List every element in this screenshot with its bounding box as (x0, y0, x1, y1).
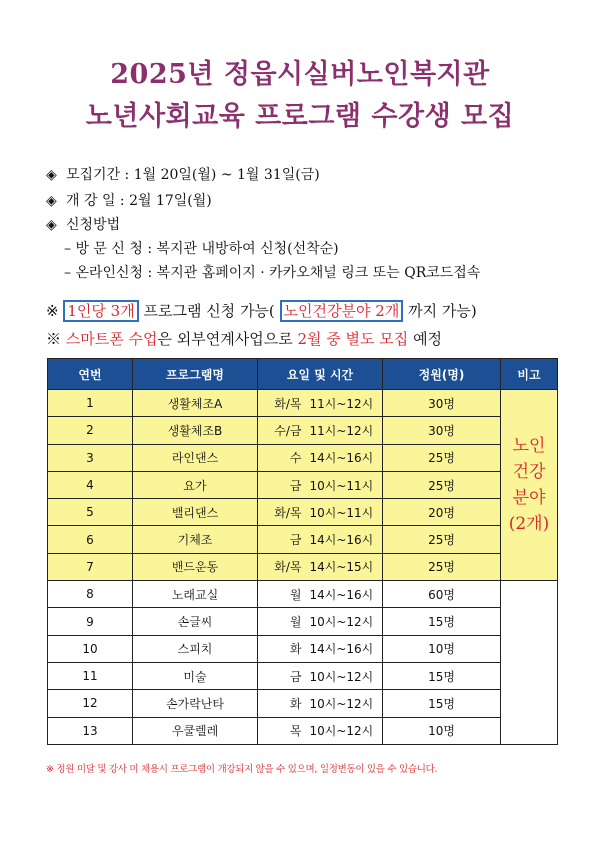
cell-day: 금 (258, 526, 306, 553)
cell-program: 우쿨렐레 (133, 717, 258, 744)
header-schedule: 요일 및 시간 (258, 359, 383, 390)
table-row (48, 662, 558, 689)
cell-day: 화/목 (258, 499, 306, 526)
cell-time: 14시~15시 (306, 553, 383, 580)
cell-program: 손글씨 (133, 608, 258, 635)
info-start-date: ◈ 개 강 일 : 2월 17일(월) (46, 193, 212, 209)
cell-time: 10시~12시 (306, 662, 383, 689)
limit-highlight: 1인당 3개 (63, 300, 138, 322)
program-table (47, 358, 558, 745)
cell-capacity: 20명 (383, 499, 501, 526)
table-row (48, 526, 558, 553)
header-program: 프로그램명 (133, 359, 258, 390)
diamond-bullet-icon: ◈ (46, 193, 57, 209)
cell-time: 14시~16시 (306, 526, 383, 553)
note-smartphone: ※ 스마트폰 수업은 외부연계사업으로 2월 중 별도 모집 예정 (46, 330, 443, 348)
cell-program: 밸리댄스 (133, 499, 258, 526)
diamond-bullet-icon: ◈ (46, 167, 57, 183)
cell-day: 월 (258, 608, 306, 635)
cell-program: 기체조 (133, 526, 258, 553)
table-header (48, 359, 558, 390)
cell-capacity: 60명 (383, 581, 501, 608)
method-online: – 온라인신청 : 복지관 홈페이지 · 카카오채널 링크 또는 QR코드접속 (64, 265, 481, 281)
cell-capacity: 25명 (383, 526, 501, 553)
cell-day: 금 (258, 662, 306, 689)
cell-no: 7 (48, 553, 133, 580)
cell-no: 11 (48, 662, 133, 689)
page-subtitle: 노년사회교육 프로그램 수강생 모집 (85, 101, 515, 132)
cell-day: 수/금 (258, 417, 306, 444)
cell-capacity: 30명 (383, 390, 501, 417)
cell-day: 화/목 (258, 390, 306, 417)
cell-no: 12 (48, 690, 133, 717)
cell-no: 10 (48, 635, 133, 662)
page-title: 2025년 정읍시실버노인복지관 (110, 59, 490, 90)
cell-program: 생활체조A (133, 390, 258, 417)
cell-capacity: 15명 (383, 662, 501, 689)
cell-no: 2 (48, 417, 133, 444)
remark-health: 노인 건강 분야 (2개) (501, 390, 558, 581)
table-row (48, 444, 558, 471)
info-apply-method: ◈ 신청방법 (46, 217, 121, 233)
cell-program: 스피치 (133, 635, 258, 662)
note-mark-icon: ※ (46, 330, 62, 348)
cell-day: 월 (258, 581, 306, 608)
table-row (48, 581, 558, 608)
cell-time: 14시~16시 (306, 635, 383, 662)
cell-time: 14시~16시 (306, 581, 383, 608)
cell-capacity: 25명 (383, 553, 501, 580)
cell-program: 손가락난타 (133, 690, 258, 717)
cell-capacity: 10명 (383, 717, 501, 744)
note-mark-icon: ※ (46, 302, 59, 320)
cell-program: 요가 (133, 471, 258, 498)
cell-capacity: 15명 (383, 690, 501, 717)
note-limit: ※ 1인당 3개 프로그램 신청 가능( 노인건강분야 2개 까지 가능) (46, 302, 477, 320)
health-limit-highlight: 노인건강분야 2개 (280, 300, 404, 322)
cell-day: 목 (258, 717, 306, 744)
cell-program: 라인댄스 (133, 444, 258, 471)
info-recruit-period: ◈ 모집기간 : 1월 20일(월) ~ 1월 31일(금) (46, 167, 320, 183)
cell-no: 4 (48, 471, 133, 498)
cell-no: 13 (48, 717, 133, 744)
table-row (48, 553, 558, 580)
table-row (48, 390, 558, 417)
cell-no: 3 (48, 444, 133, 471)
cell-no: 5 (48, 499, 133, 526)
cell-no: 1 (48, 390, 133, 417)
cell-time: 11시~12시 (306, 390, 383, 417)
cell-capacity: 15명 (383, 608, 501, 635)
cell-capacity: 30명 (383, 417, 501, 444)
diamond-bullet-icon: ◈ (46, 217, 57, 233)
cell-time: 10시~12시 (306, 717, 383, 744)
cell-capacity: 25명 (383, 444, 501, 471)
table-row (48, 417, 558, 444)
cell-day: 화 (258, 690, 306, 717)
cell-time: 14시~16시 (306, 444, 383, 471)
cell-time: 10시~12시 (306, 608, 383, 635)
remark-empty (501, 581, 558, 745)
header-no: 연번 (48, 359, 133, 390)
cell-program: 노래교실 (133, 581, 258, 608)
cell-time: 10시~11시 (306, 471, 383, 498)
cell-day: 수 (258, 444, 306, 471)
header-remark: 비고 (501, 359, 558, 390)
table-row (48, 471, 558, 498)
cell-day: 화/목 (258, 553, 306, 580)
cell-no: 8 (48, 581, 133, 608)
cell-time: 11시~12시 (306, 417, 383, 444)
method-visit: – 방 문 신 청 : 복지관 내방하여 신청(선착순) (64, 241, 339, 257)
header-capacity: 정원(명) (383, 359, 501, 390)
cell-no: 9 (48, 608, 133, 635)
table-row (48, 608, 558, 635)
cell-day: 금 (258, 471, 306, 498)
table-row (48, 499, 558, 526)
cell-capacity: 10명 (383, 635, 501, 662)
footnote: ※ 정원 미달 및 강사 미 채용시 프로그램이 개강되지 않을 수 있으며, 일정변동이 있을 수 있습니다. (46, 764, 438, 775)
table-row (48, 690, 558, 717)
table-row (48, 717, 558, 744)
table-row (48, 635, 558, 662)
cell-no: 6 (48, 526, 133, 553)
cell-program: 생활체조B (133, 417, 258, 444)
cell-program: 미술 (133, 662, 258, 689)
cell-time: 10시~12시 (306, 690, 383, 717)
cell-program: 밴드운동 (133, 553, 258, 580)
cell-day: 화 (258, 635, 306, 662)
cell-capacity: 25명 (383, 471, 501, 498)
cell-time: 10시~11시 (306, 499, 383, 526)
